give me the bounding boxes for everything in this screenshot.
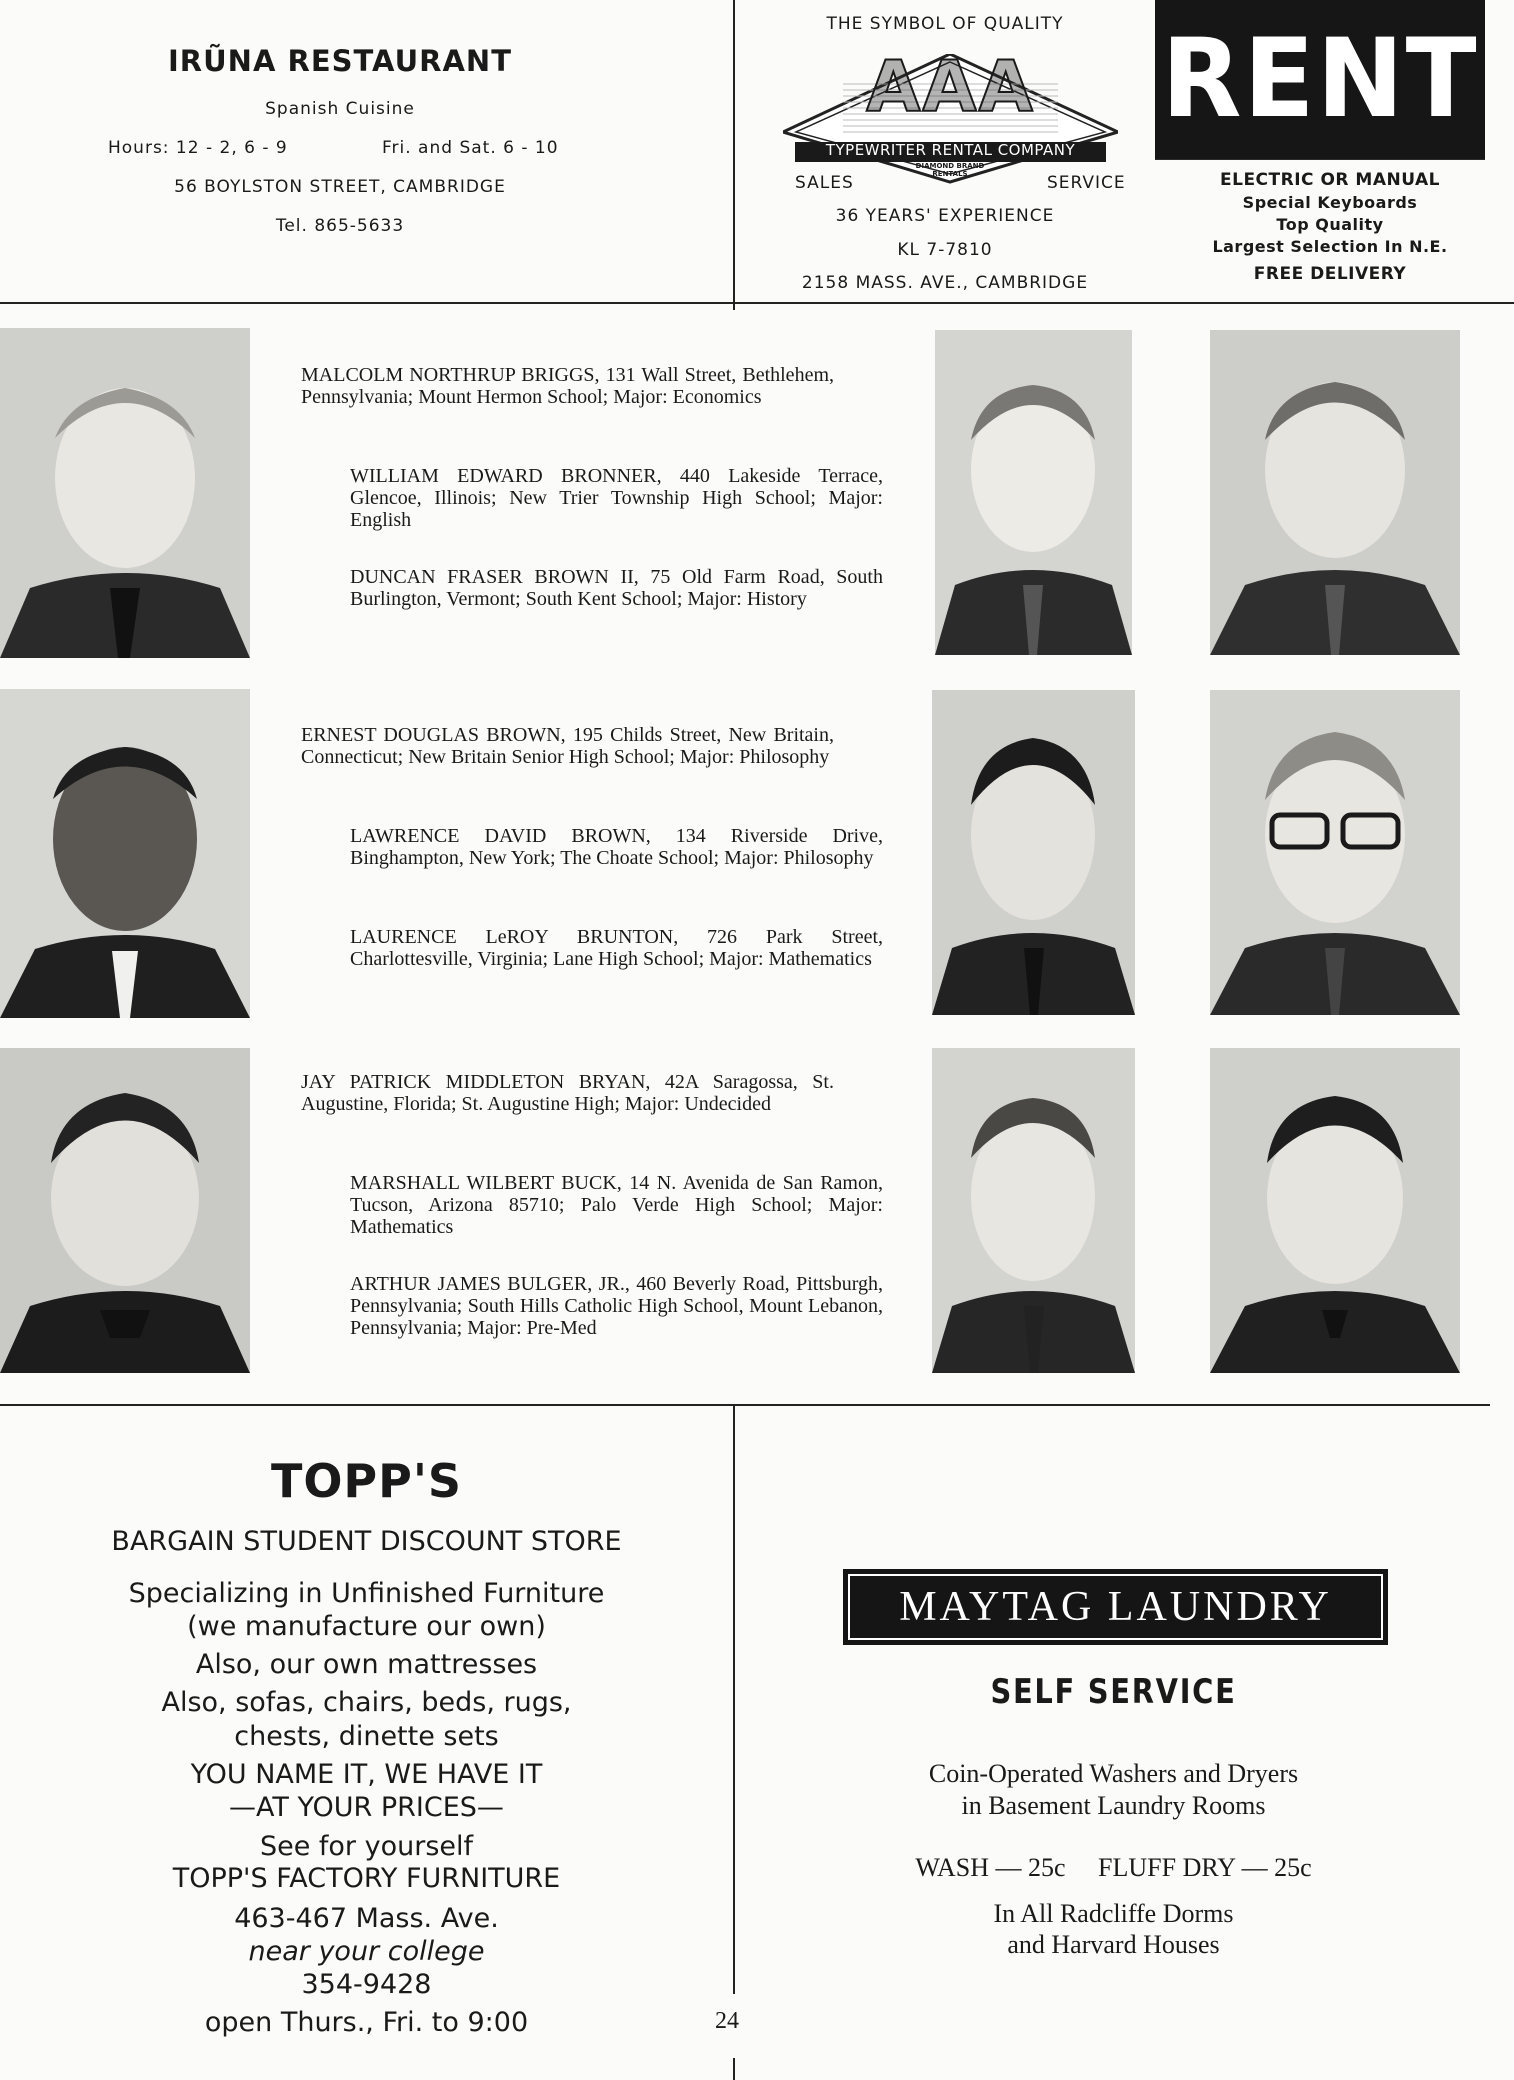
topps-line-3: Also, our own mattresses	[195, 1649, 538, 1680]
topps-line-10: 463-467 Mass. Ave.	[234, 1903, 499, 1934]
topps-line-2: (we manufacture our own)	[187, 1611, 546, 1642]
student-entry-bryan: JAY PATRICK MIDDLETON BRYAN, 42A Saragossa, St. Augustine, Florida; St. Augustine High; Major: Undecided	[301, 1071, 834, 1115]
maytag-subtitle: SELF SERVICE	[990, 1672, 1237, 1712]
maytag-line-4: In All Radcliffe Dorms	[993, 1899, 1234, 1928]
portrait-briggs	[0, 328, 250, 658]
aaa-address: 2158 MASS. AVE., CAMBRIDGE	[801, 273, 1089, 293]
rent-line-5: FREE DELIVERY	[1253, 264, 1407, 284]
portrait-ernest-brown	[0, 689, 250, 1018]
portrait-duncan-brown	[1210, 330, 1460, 655]
portrait-buck	[932, 1048, 1135, 1373]
topps-line-5: chests, dinette sets	[234, 1721, 499, 1752]
student-entry-bronner: WILLIAM EDWARD BRONNER, 440 Lakeside Terrace, Glencoe, Illinois; New Trier Township High School; Major: English	[350, 465, 883, 531]
aaa-sales: SALES	[795, 173, 854, 193]
rent-line-2: Special Keyboards	[1242, 193, 1418, 212]
aaa-company: TYPEWRITER RENTAL COMPANY	[825, 141, 1076, 159]
topps-title: TOPP'S	[270, 1454, 463, 1508]
topps-line-7: —AT YOUR PRICES—	[229, 1792, 504, 1823]
topps-line-13: open Thurs., Fri. to 9:00	[204, 2007, 529, 2038]
rent-headline: RENT	[1155, 0, 1485, 160]
aaa-experience: 36 YEARS' EXPERIENCE	[835, 206, 1055, 226]
topps-line-8: See for yourself	[259, 1831, 474, 1862]
aaa-tagline: THE SYMBOL OF QUALITY	[826, 14, 1064, 34]
student-entry-lawrence-brown: LAWRENCE DAVID BROWN, 134 Riverside Drive, Binghampton, New York; The Choate School; Major: Philosophy	[350, 825, 883, 869]
aaa-logo-letters: AAA	[866, 46, 1035, 128]
topps-ad	[0, 1412, 733, 2080]
aaa-brand: DIAMOND BRAND RENTALS	[915, 162, 985, 178]
student-entry-ernest-brown: ERNEST DOUGLAS BROWN, 195 Childs Street, New Britain, Connecticut; New Britain Senior High School; Major: Philosophy	[301, 724, 834, 768]
aaa-service: SERVICE	[1047, 173, 1126, 193]
rent-line-3: Top Quality	[1276, 215, 1384, 234]
topps-line-11: near your college	[248, 1936, 485, 1967]
top-divider	[0, 302, 1514, 304]
maytag-line-2: in Basement Laundry Rooms	[961, 1791, 1266, 1820]
topps-line-1: Specializing in Unfinished Furniture	[128, 1578, 605, 1609]
iruna-subtitle: Spanish Cuisine	[265, 99, 415, 119]
rent-line-1: ELECTRIC OR MANUAL	[1220, 170, 1440, 190]
iruna-title: IRŨNA RESTAURANT	[168, 44, 512, 78]
topps-line-9: TOPP'S FACTORY FURNITURE	[172, 1863, 561, 1894]
student-entry-duncan-brown: DUNCAN FRASER BROWN II, 75 Old Farm Road, South Burlington, Vermont; South Kent School; Major: History	[350, 566, 883, 610]
aaa-phone: KL 7-7810	[897, 240, 993, 260]
iruna-address: 56 BOYLSTON STREET, CAMBRIDGE	[174, 177, 506, 197]
portrait-bryan	[0, 1048, 250, 1373]
iruna-tel: Tel. 865-5633	[275, 216, 405, 236]
topps-line-12: 354-9428	[301, 1969, 432, 2000]
maytag-title: MAYTAG LAUNDRY	[843, 1569, 1388, 1645]
maytag-line-1: Coin-Operated Washers and Dryers	[928, 1759, 1299, 1788]
iruna-restaurant-ad	[0, 0, 733, 302]
bottom-divider	[0, 1404, 1490, 1406]
topps-subtitle: BARGAIN STUDENT DISCOUNT STORE	[111, 1526, 622, 1557]
portrait-lawrence-brown	[932, 690, 1135, 1015]
bottom-tick	[733, 2058, 735, 2080]
student-entry-briggs: MALCOLM NORTHRUP BRIGGS, 131 Wall Street, Bethlehem, Pennsylvania; Mount Hermon School; Major: Economics	[301, 364, 834, 408]
portrait-brunton	[1210, 690, 1460, 1015]
topps-line-6: YOU NAME IT, WE HAVE IT	[190, 1759, 543, 1790]
iruna-weekend-hours: Fri. and Sat. 6 - 10	[382, 138, 559, 158]
iruna-hours: Hours: 12 - 2, 6 - 9	[108, 138, 288, 158]
student-entry-brunton: LAURENCE LeROY BRUNTON, 726 Park Street, Charlottesville, Virginia; Lane High School; Major: Mathematics	[350, 926, 883, 970]
topps-line-4: Also, sofas, chairs, beds, rugs,	[161, 1687, 572, 1718]
portrait-bulger	[1210, 1048, 1460, 1373]
maytag-line-5: and Harvard Houses	[1007, 1930, 1220, 1959]
page-number: 24	[715, 2008, 739, 2034]
maytag-line-3: WASH — 25c FLUFF DRY — 25c	[915, 1853, 1312, 1882]
rent-line-4: Largest Selection In N.E.	[1212, 237, 1448, 256]
aaa-typewriter-ad	[735, 0, 1155, 302]
student-entry-bulger: ARTHUR JAMES BULGER, JR., 460 Beverly Road, Pittsburgh, Pennsylvania; South Hills Catholic High School, Mount Lebanon, Pennsylvania; Major: Pre-Med	[350, 1273, 883, 1339]
student-entry-buck: MARSHALL WILBERT BUCK, 14 N. Avenida de San Ramon, Tucson, Arizona 85710; Palo Verde High School; Major: Mathematics	[350, 1172, 883, 1238]
portrait-bronner	[935, 330, 1132, 655]
